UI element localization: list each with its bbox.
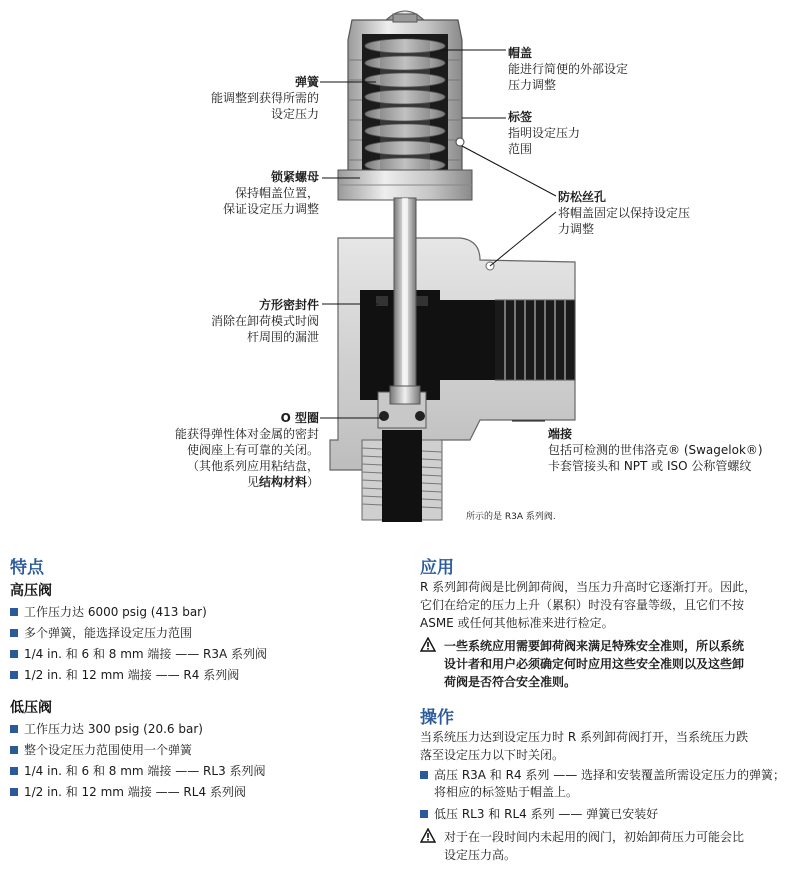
callout-lock-nut-desc-1: 保持帽盖位置， <box>234 186 319 200</box>
callout-cap <box>508 45 628 93</box>
callout-ends-desc-1: 包括可检测的世伟洛克® (Swagelok®) <box>548 443 763 457</box>
callout-ends-desc-2: 卡套管接头和 NPT 或 ISO 公称管螺纹 <box>548 459 752 473</box>
callout-spring-desc-1: 能调整到获得所需的 <box>210 91 319 105</box>
callout-tamper-hole-desc-2: 力调整 <box>558 222 595 236</box>
operation-warning-line-2: 设定压力高。 <box>444 848 517 862</box>
list-item: 1/2 in. 和 12 mm 端接 —— RL4 系列阀 <box>10 784 266 805</box>
warning-icon <box>420 828 436 844</box>
application-text <box>420 578 756 632</box>
o-ring-end: ） <box>306 475 319 489</box>
callout-o-ring-desc-1: 能获得弹性体对金属的密封 <box>174 427 319 441</box>
callout-label-desc-1: 指明设定压力 <box>508 126 581 140</box>
lock-nut <box>338 170 472 200</box>
operation-list <box>420 767 790 828</box>
callout-ends-title: 端接 <box>548 427 573 441</box>
callout-spring <box>211 74 319 122</box>
callout-tamper-hole <box>558 189 690 237</box>
features-heading: 特点 <box>10 558 44 578</box>
valve-body <box>330 238 575 522</box>
callout-cap-desc-2: 压力调整 <box>508 78 557 92</box>
callout-o-ring-desc-4 <box>175 474 319 490</box>
valve-stem <box>390 198 420 404</box>
callout-o-ring-desc-3: （其他系列应用粘结盘， <box>186 459 319 473</box>
high-pressure-heading: 高压阀 <box>10 583 52 599</box>
callout-o-ring-desc-2: 使阀座上有可靠的关闭。 <box>186 443 319 457</box>
application-warning <box>420 637 744 691</box>
callout-lock-nut-desc-2: 保证设定压力调整 <box>222 202 319 216</box>
warning-icon <box>420 637 436 653</box>
o-ring-see: 见 <box>246 475 259 489</box>
callout-square-seal-desc-2: 杆周围的漏泄 <box>246 330 319 344</box>
list-item: 工作压力达 300 psig (20.6 bar) <box>10 721 266 742</box>
callout-spring-desc-2: 设定压力 <box>270 107 319 121</box>
callout-spring-title: 弹簧 <box>294 75 319 89</box>
callout-square-seal-desc-1: 消除在卸荷模式时阀 <box>210 314 319 328</box>
list-item: 多个弹簧，能选择设定压力范围 <box>10 625 267 646</box>
list-item: 1/2 in. 和 12 mm 端接 —— R4 系列阀 <box>10 667 267 688</box>
application-line-1: R 系列卸荷阀是比例卸荷阀，当压力升高时它逐渐打开。因此， <box>420 580 757 594</box>
callout-o-ring <box>175 410 319 490</box>
operation-line-1: 当系统压力达到设定压力时 R 系列卸荷阀打开，当系统压力跌 <box>420 730 748 744</box>
application-warning-line-3: 荷阀是否符合安全准则。 <box>444 675 577 689</box>
application-line-2: 它们在给定的压力上升（累积）时没有容量等级，且它们不按 <box>420 598 745 612</box>
callout-square-seal <box>211 297 319 345</box>
callout-label <box>508 109 580 157</box>
diagram-caption: 所示的是 R3A 系列阀. <box>466 512 556 522</box>
callout-ends <box>548 426 763 474</box>
callout-cap-title: 帽盖 <box>508 46 533 60</box>
list-item: 整个设定压力范围使用一个弹簧 <box>10 742 266 763</box>
callout-square-seal-title: 方形密封件 <box>258 298 319 312</box>
list-item: 高压 R3A 和 R4 系列 —— 选择和安装覆盖所需设定压力的弹簧；将相应的标签贴于帽盖上。 <box>420 767 790 801</box>
list-item: 工作压力达 6000 psig (413 bar) <box>10 604 267 625</box>
callout-o-ring-title: O 型圈 <box>280 411 319 425</box>
callout-label-desc-2: 范围 <box>508 142 533 156</box>
application-warning-line-2: 设计者和用户必须确定何时应用这些安全准则以及这些卸 <box>444 657 745 671</box>
callout-tamper-hole-desc-1: 将帽盖固定以保持设定压 <box>558 206 691 220</box>
valve-cap <box>348 11 464 196</box>
callout-tamper-hole-title: 防松丝孔 <box>558 190 607 204</box>
callout-lock-nut <box>223 169 319 217</box>
operation-text <box>420 728 748 764</box>
operation-warning <box>420 828 744 864</box>
operation-heading: 操作 <box>420 708 454 728</box>
low-pressure-list <box>10 721 266 805</box>
list-item: 1/4 in. 和 6 和 8 mm 端接 —— R3A 系列阀 <box>10 646 267 667</box>
callout-label-title: 标签 <box>508 110 533 124</box>
list-item: 低压 RL3 和 RL4 系列 —— 弹簧已安装好 <box>420 806 790 823</box>
list-item: 1/4 in. 和 6 和 8 mm 端接 —— RL3 系列阀 <box>10 763 266 784</box>
callout-lock-nut-title: 锁紧螺母 <box>270 170 319 184</box>
application-heading: 应用 <box>420 558 454 578</box>
application-warning-line-1: 一些系统应用需要卸荷阀来满足特殊安全准则，所以系统 <box>444 639 745 653</box>
high-pressure-list <box>10 604 267 688</box>
low-pressure-heading: 低压阀 <box>10 700 52 716</box>
callout-cap-desc-1: 能进行简便的外部设定 <box>508 62 629 76</box>
application-line-3: ASME 或任何其他标准来进行检定。 <box>420 616 614 630</box>
materials-link[interactable]: 结构材料 <box>258 475 307 489</box>
operation-warning-line-1: 对于在一段时间内未起用的阀门，初始卸荷压力可能会比 <box>444 830 745 844</box>
operation-line-2: 落至设定压力以下时关闭。 <box>420 748 565 762</box>
